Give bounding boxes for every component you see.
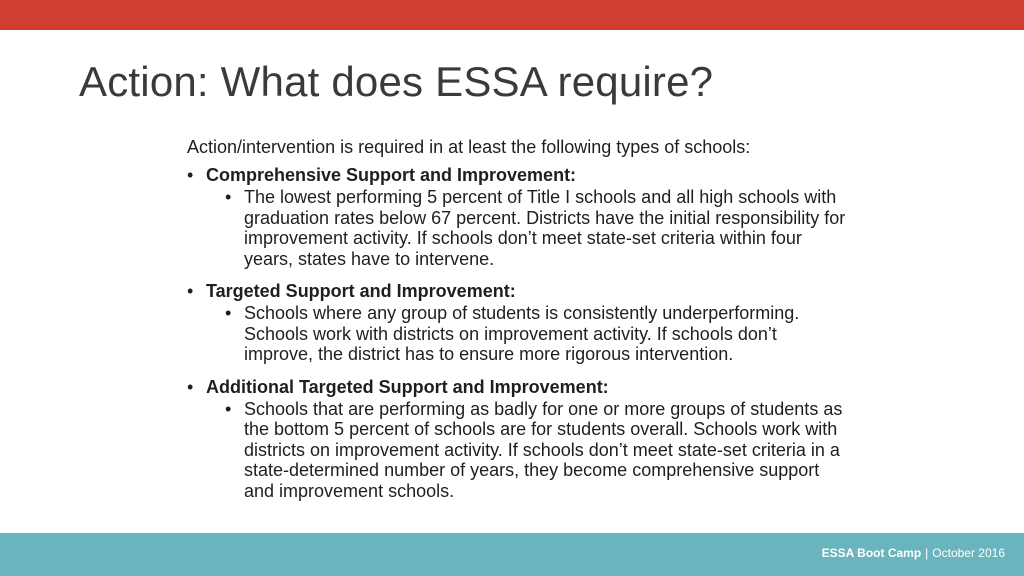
footer-separator: | [925, 546, 929, 560]
bullet-icon [187, 281, 206, 301]
sub-bullet-text: Schools that are performing as badly for one or more groups of students as the bottom 5 percent of schools are for students overall. Schools work with districts on improvement activity. If schools don’t meet state-set criteria in a state-determined number of years, they become comprehensive support and improvement schools. [244, 398, 843, 501]
sub-bullet-text: The lowest performing 5 percent of Title I schools and all high schools with graduation rates below 67 percent. Districts have the initial responsibility for improvement activity. If schools don’t meet state-set criteria within four years, states have to intervene. [244, 187, 846, 269]
bullet-heading: Additional Targeted Support and Improvement: [206, 376, 609, 397]
sub-bullet-text: Schools where any group of students is consistently underperforming. Schools work with districts on improvement activity. If schools don’t improve, the district has to ensure more rigorous intervention. [244, 303, 800, 364]
slide-body [187, 137, 847, 501]
bullet-heading: Comprehensive Support and Improvement: [206, 165, 577, 185]
footer-date: October 2016 [932, 546, 1005, 560]
bullet-icon [225, 187, 244, 208]
top-accent-bar [0, 0, 1024, 30]
bullet-comprehensive [187, 165, 847, 185]
bullet-icon [225, 303, 244, 324]
slide-title: Action: What does ESSA require? [79, 58, 714, 105]
intro-text: Action/intervention is required in at least the following types of schools: [187, 137, 751, 157]
bullet-icon [225, 399, 244, 420]
sub-bullet-additional-targeted [225, 399, 847, 502]
bullet-targeted [187, 281, 847, 301]
bullet-heading: Targeted Support and Improvement: [206, 281, 516, 301]
sub-bullet-comprehensive [225, 187, 847, 269]
sub-bullet-targeted [225, 303, 847, 365]
footer-event: ESSA Boot Camp [821, 546, 922, 560]
footer-text [822, 546, 1005, 560]
bullet-additional-targeted [187, 377, 847, 397]
bullet-icon [187, 377, 206, 397]
footer-bar [0, 533, 1024, 576]
bullet-icon [187, 165, 206, 185]
